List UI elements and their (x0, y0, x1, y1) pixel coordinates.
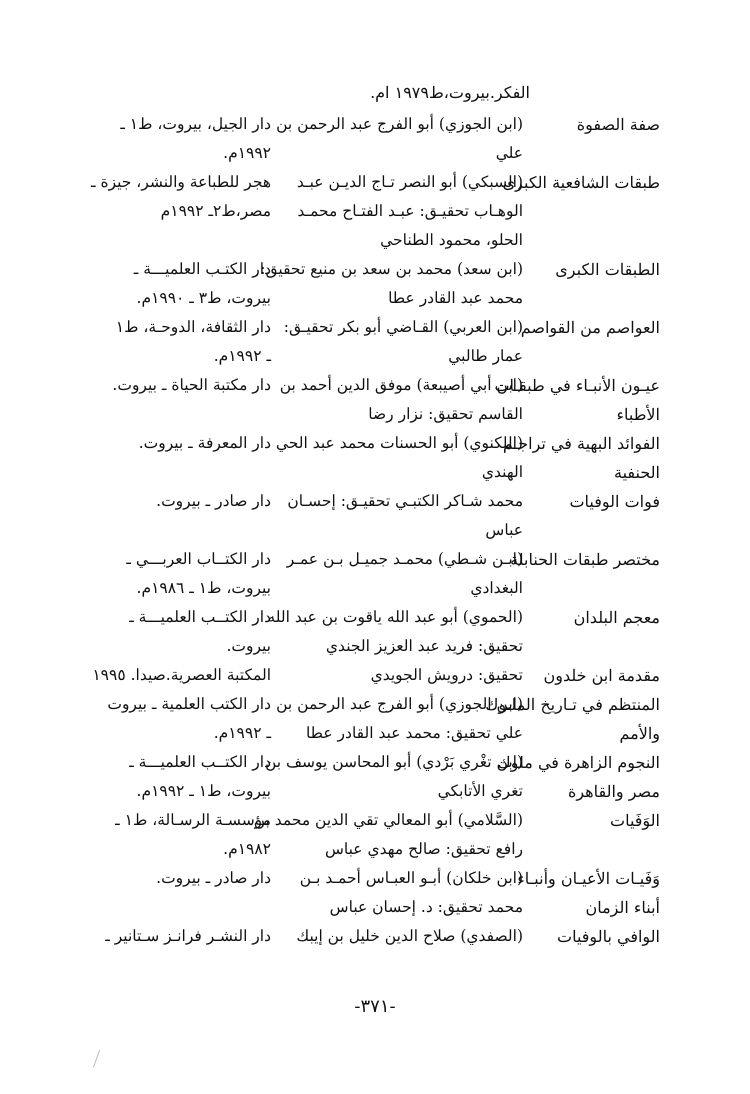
entry-publisher (101, 429, 271, 487)
entry-publisher-line: ١٩٨٢م. (223, 840, 271, 858)
entry-author-line: (ابن أبي أصيبعة) موفق الدين أحمد بن (279, 376, 523, 394)
entry-author-line: عمار طالبي (448, 347, 523, 365)
entry-publisher (90, 168, 271, 255)
entry-title (502, 168, 660, 255)
entry-author (283, 922, 523, 951)
entry-author-line: (اللكنوي) أبو الحسنات محمد عبد الحي (275, 434, 523, 452)
entry-title-line: الحنفية (614, 463, 660, 482)
entry-author (283, 661, 523, 690)
entry-title-line: مقدمة ابن خلدون (543, 666, 660, 685)
entry-author-line: (السبكي) أبو النصر تـاج الديـن عبـد (296, 173, 523, 191)
entry-publisher (101, 110, 271, 168)
bibliography-entry (100, 371, 660, 429)
entry-title-line: مختصر طبقات الحنابلة (510, 550, 660, 569)
entry-author-line: الهندي (481, 463, 523, 481)
entry-author (260, 255, 523, 313)
entry-title-line: عيـون الأنبـاء في طبقـات (494, 376, 660, 395)
entry-publisher (101, 313, 271, 371)
margin-mark (93, 1050, 102, 1068)
entry-publisher-line: دار الثقافة، الدوحـة، ط١ (115, 318, 271, 336)
entry-author-line: (ابن خلكان) أبـو العبـاس أحمـد بـن (299, 869, 523, 887)
entry-publisher-line: بيروت. (226, 637, 271, 655)
entry-publisher-line: ـ ١٩٩٢م. (213, 347, 271, 365)
entry-publisher-line: بيروت، ط١ ـ ١٩٩٢م. (136, 782, 271, 800)
entry-author (276, 690, 523, 748)
entry-author-line: محمد عبد القادر عطا (388, 289, 523, 307)
bibliography-entry (100, 487, 660, 545)
entry-title (535, 922, 660, 951)
bibliography-entry (100, 690, 660, 748)
entry-publisher (101, 487, 271, 545)
entry-author-line: (ابن تغْري بَرْدي) أبو المحاسن يوسف بن (264, 753, 523, 771)
entry-author-line: عباس (485, 521, 523, 539)
entry-title (485, 690, 660, 748)
entry-title-line: الوَفَيات (610, 811, 660, 830)
entry-publisher-line: المكتبة العصرية.صيدا. ١٩٩٥ (92, 666, 271, 684)
entry-author (283, 545, 523, 603)
entry-title-line: النجوم الزاهرة في ملوك (497, 753, 660, 772)
entry-title (497, 748, 660, 806)
page-number: -٣٧١- (354, 996, 396, 1017)
bibliography-entry (100, 806, 660, 864)
entry-publisher-line: دار صادر ـ بيروت. (156, 492, 271, 510)
entry-title-line: فوات الوفيات (569, 492, 660, 511)
bibliography-entry (100, 255, 660, 313)
entry-publisher (101, 603, 271, 661)
entry-publisher-line: مصر،ط٢ـ ١٩٩٢م (160, 202, 271, 220)
entry-title-line: الوافي بالوفيات (557, 927, 660, 946)
entry-author-line: (ابن الجوزي) أبو الفرج عبد الرحمن بن (276, 115, 523, 133)
entry-author-line: تحقيق: درويش الجويدي (370, 666, 523, 684)
entry-publisher (101, 806, 271, 864)
bibliography-entry (92, 661, 660, 690)
entry-publisher (101, 255, 271, 313)
entry-publisher-line: بيروت، ط٣ ـ ١٩٩٠م. (136, 289, 271, 307)
entry-title (517, 864, 660, 922)
entry-publisher-line: هجر للطباعة والنشر، جيزة ـ (90, 173, 271, 191)
entry-author-line: محمد شـاكر الكتبـي تحقيـق: إحسـان (287, 492, 523, 510)
entry-author-line: تغري الأتابكي (437, 782, 523, 800)
bibliography-entry (100, 748, 660, 806)
entry-author-line: الحلو، محمود الطناحي (380, 231, 523, 249)
bibliography-entry (100, 603, 660, 661)
entry-publisher-line: دار الكتـب العلميـــة ـ (133, 260, 271, 278)
entry-publisher-line: دار الكتــب العلميـــة ـ (129, 608, 271, 626)
entry-title-line: طبقات الشافعية الكبرى (502, 173, 660, 192)
bibliography-entry (100, 922, 660, 951)
entry-title-line: الطبقات الكبرى (555, 260, 660, 279)
entry-title-line: الأطباء (616, 405, 660, 424)
entry-title-line: معجم البلدان (573, 608, 660, 627)
entry-author (275, 429, 523, 487)
entry-title-line: وَفَيـات الأعيـان وأنبـاء (517, 869, 660, 888)
entry-title (535, 255, 660, 313)
entry-author (253, 806, 523, 864)
entry-title (535, 110, 660, 168)
entry-title-line: مصر والقاهرة (567, 782, 660, 801)
entry-publisher-line: مؤسسـة الرسـالة، ط١ ـ (115, 811, 271, 829)
bibliography-entry (100, 545, 660, 603)
entry-author (283, 313, 523, 371)
entry-publisher (92, 661, 271, 690)
entry-publisher-line: دار الجيل، بيروت، ط١ ـ (120, 115, 271, 133)
entry-title (535, 661, 660, 690)
entry-author-line: محمد تحقيق: د. إحسان عباس (329, 898, 523, 916)
entry-author (283, 864, 523, 922)
entry-author-line: القاسم تحقيق: نزار رضا (368, 405, 523, 423)
entry-title (535, 487, 660, 545)
entry-publisher-line: ـ ١٩٩٢م. (213, 724, 271, 742)
entry-author (283, 487, 523, 545)
entry-author-line: (ابن الجوزي) أبو الفرج عبد الرحمن بن (276, 695, 523, 713)
entry-title (510, 545, 660, 603)
entry-publisher-line: دار المعرفة ـ بيروت. (138, 434, 271, 452)
entry-title-line: أبناء الزمان (585, 898, 660, 917)
entry-author-line: رافع تحقيق: صالح مهدي عباس (324, 840, 523, 858)
entry-title (535, 603, 660, 661)
entry-publisher (101, 748, 271, 806)
entry-author-line: الوهـاب تحقيـق: عبـد الفتـاح محمـد (297, 202, 523, 220)
entry-author (283, 168, 523, 255)
entry-author (279, 371, 523, 429)
entry-publisher (101, 545, 271, 603)
bibliography-entry (100, 110, 660, 168)
entry-title-line: العواصم من القواصم (520, 318, 660, 337)
entry-author-line: علي تحقيق: محمد عبد القادر عطا (305, 724, 523, 742)
entry-publisher-line: ١٩٩٢م. (223, 144, 271, 162)
entry-title (520, 313, 660, 371)
bibliography-list (90, 110, 660, 951)
entry-author-line: علي (495, 144, 523, 162)
entry-publisher (101, 371, 271, 429)
entry-publisher-line: دار صادر ـ بيروت. (156, 869, 271, 887)
entry-author-line: (الصفدي) صلاح الدين خليل بن إيبك (296, 927, 523, 945)
entry-publisher-line: بيروت، ط١ ـ ١٩٨٦م. (136, 579, 271, 597)
entry-author-line: (السَّلامي) أبو المعالي تقي الدين محمد بن (253, 811, 523, 829)
entry-publisher (101, 922, 271, 951)
entry-author-line: (ابـن شـطي) محمـد جميـل بـن عمـر (286, 550, 523, 568)
entry-author (264, 748, 523, 806)
entry-author-line: (ابن سعد) محمد بن سعد بن منيع تحقيق: (260, 260, 523, 278)
entry-publisher (101, 690, 271, 748)
entry-author (276, 110, 523, 168)
entry-publisher-line: دار الكتــاب العربـــي ـ (126, 550, 271, 568)
entry-title-line: صفة الصفوة (576, 115, 660, 134)
bibliography-entry (100, 313, 660, 371)
bibliography-entry (100, 864, 660, 922)
continuation-line: الفكر.بيروت،ط١٩٧٩ ام. (370, 83, 530, 102)
entry-author-line: البغدادي (470, 579, 523, 597)
entry-title-line: الفوائد البهية في تراجـم (502, 434, 660, 453)
bibliography-entry (90, 168, 660, 255)
entry-title-line: المنتظم في تـاريخ الملـوك (485, 695, 660, 714)
entry-publisher (101, 864, 271, 922)
entry-title-line: والأمم (619, 724, 660, 743)
entry-title (535, 806, 660, 864)
entry-publisher-line: دار النشـر فرانـز سـتانير ـ (105, 927, 271, 945)
bibliography-entry (100, 429, 660, 487)
entry-author-line: تحقيق: فريد عبد العزيز الجندي (325, 637, 523, 655)
entry-author (267, 603, 523, 661)
entry-publisher-line: دار الكتــب العلميـــة ـ (129, 753, 271, 771)
entry-title (494, 371, 660, 429)
entry-publisher-line: دار الكتب العلمية ـ بيروت (107, 695, 271, 713)
entry-author-line: (الحموي) أبو عبد الله ياقوت بن عبد الله (267, 608, 523, 626)
entry-publisher-line: دار مكتبة الحياة ـ بيروت. (112, 376, 271, 394)
entry-author-line: (ابن العربي) القـاضي أبو بكر تحقيـق: (283, 318, 523, 336)
